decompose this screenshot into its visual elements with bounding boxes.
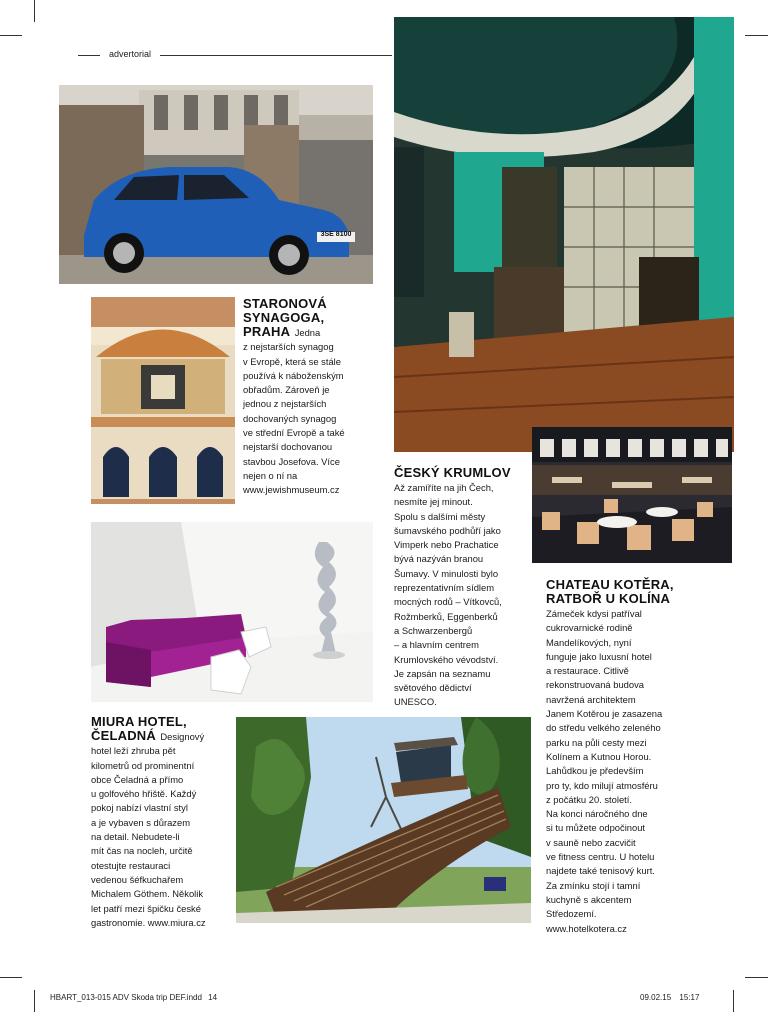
crop-mark	[34, 990, 35, 1012]
article-title: MIURA HOTEL,	[91, 714, 187, 729]
article-text-line: u golfového hřiště. Každý	[91, 788, 197, 800]
article-text-line: hotel leží zhruba pět	[91, 745, 176, 757]
advertorial-label: advertorial	[109, 49, 152, 59]
article-chateau	[546, 578, 706, 936]
article-text-line: ve fitness centru. U hotelu	[546, 851, 655, 863]
article-text-line: pokoj nabízí vlastní styl	[91, 802, 188, 814]
article-text-line: Šumavy. V minulosti bylo	[394, 567, 499, 579]
article-text-line: jednou z nejstarších	[243, 398, 327, 410]
article-text-line: pro ty, kdo milují atmosféru	[546, 779, 658, 791]
article-text-line: Zámeček kdysi patříval	[546, 608, 642, 619]
crop-mark	[733, 990, 734, 1012]
article-text-line: rekonstruovaná budova	[546, 679, 644, 691]
article-text-line: do středu velkého zeleného	[546, 722, 661, 734]
article-title: ČELADNÁ	[91, 728, 156, 743]
article-text-line: na detail. Nebudete-li	[91, 831, 180, 843]
license-plate: 3SE 8100	[320, 231, 352, 238]
article-text-line: Za zmínku stojí i tamní	[546, 879, 641, 891]
article-text-line: šumavského podhůří jako	[394, 524, 501, 536]
article-text-line: Až zamíříte na jih Čech,	[394, 482, 494, 493]
header-rule	[78, 55, 100, 56]
article-text-line: mocných rodů – Vítkovců,	[394, 596, 502, 608]
footer-timestamp	[640, 993, 699, 1002]
footer-date: 09.02.15	[640, 993, 672, 1002]
footer-file	[50, 993, 217, 1002]
car-photo	[59, 85, 373, 284]
article-text-line: bývá nazýván branou	[394, 553, 484, 565]
hotel-room-photo	[91, 522, 373, 702]
crop-mark	[0, 977, 22, 978]
article-synagoga	[243, 297, 388, 498]
article-text-line: mít čas na nocleh, určitě	[91, 845, 193, 857]
article-text-line: si tu můžete odpočinout	[546, 822, 646, 834]
article-text-line: a je vybaven s důrazem	[91, 816, 191, 828]
crop-mark	[745, 977, 768, 978]
article-title: RATBOŘ U KOLÍNA	[546, 591, 671, 606]
crop-mark	[745, 35, 768, 36]
article-text-line: Designový	[160, 731, 205, 742]
theatre-park-photo	[236, 717, 531, 923]
article-text-line: dochovaných synagog	[243, 412, 337, 424]
article-text-line: Středozemí.	[546, 908, 597, 920]
article-text-line: Kolínem a Kutnou Horou.	[546, 750, 652, 762]
article-title: ČESKÝ KRUMLOV	[394, 465, 511, 480]
article-text-line: kuchyně s akcentem	[546, 893, 632, 905]
article-text-line: Je zapsán na seznamu	[394, 667, 491, 679]
article-text-line: v sauně nebo zacvičit	[546, 836, 636, 848]
article-text-line: Vimperk nebo Prachatice	[394, 539, 499, 551]
article-text-line: Jedna	[294, 327, 321, 338]
article-text-line: obce Čeladná a přímo	[91, 773, 184, 785]
article-text-line: Na konci náročného dne	[546, 808, 648, 820]
article-text-line: a restaurace. Citlivě	[546, 665, 629, 677]
article-text-line: kilometrů od prominentní	[91, 759, 195, 771]
article-text-line: UNESCO.	[394, 696, 437, 708]
article-text-line: otestujte restauraci	[91, 859, 171, 871]
article-text-line: funguje jako luxusní hotel	[546, 650, 652, 662]
article-text-line: vedenou šéfkuchařem	[91, 873, 184, 885]
article-text-line: let patří mezi špičku české	[91, 902, 201, 914]
article-link[interactable]: www.jewishmuseum.cz	[243, 484, 340, 496]
article-title: PRAHA	[243, 324, 291, 339]
article-text-line: a Schwarzenbergů	[394, 624, 473, 636]
article-title: STARONOVÁ	[243, 296, 327, 311]
article-text-line: nejen o ní na	[243, 469, 298, 481]
article-text-line: reprezentativním sídlem	[394, 582, 495, 594]
article-text-line: Rožmberků, Eggenberků	[394, 610, 498, 622]
article-text-line: Krumlovského vévodství.	[394, 653, 499, 665]
crop-mark	[34, 0, 35, 22]
article-text-line: ve střední Evropě a také	[243, 427, 345, 439]
footer-filename: HBART_013-015 ADV Skoda trip DEF.indd	[50, 993, 202, 1002]
article-text-line: parku na půli cesty mezi	[546, 736, 647, 748]
article-text-line: najdete také tenisový kurt.	[546, 865, 655, 877]
article-link[interactable]: gastronomie. www.miura.cz	[91, 916, 206, 928]
article-text-line: cukrovarnické rodině	[546, 622, 633, 634]
header-rule	[160, 55, 392, 56]
footer-time: 15:17	[679, 993, 700, 1002]
interior-photo	[394, 17, 734, 452]
article-krumlov	[394, 466, 534, 710]
article-link[interactable]: www.hotelkotera.cz	[546, 922, 627, 934]
article-text-line: z nejstarších synagog	[243, 341, 334, 353]
article-text-line: používá k náboženským	[243, 369, 344, 381]
article-text-line: Mandelíkových, nyní	[546, 636, 632, 648]
crop-mark	[0, 35, 22, 36]
article-text-line: – a hlavním centrem	[394, 639, 479, 651]
article-text-line: v Evropě, která se stále	[243, 355, 341, 367]
restaurant-photo	[532, 427, 732, 563]
article-text-line: Michalem Göthem. Několik	[91, 888, 204, 900]
article-text-line: stavbou Josefova. Více	[243, 455, 340, 467]
article-text-line: obřadům. Zároveň je	[243, 384, 330, 396]
footer-page: 14	[208, 993, 218, 1002]
article-miura	[91, 715, 231, 930]
article-text-line: nesmíte jej minout.	[394, 496, 473, 508]
article-text-line: navržená architektem	[546, 693, 636, 705]
article-text-line: Spolu s dalšími městy	[394, 510, 486, 522]
synagogue-photo	[91, 297, 235, 504]
article-title: CHATEAU KOTĚRA,	[546, 577, 674, 592]
article-text-line: Lahůdkou je především	[546, 765, 644, 777]
article-text-line: světového dědictví	[394, 682, 472, 694]
article-text-line: nejstarší dochovanou	[243, 441, 333, 453]
article-text-line: z počátku 20. století.	[546, 793, 632, 805]
article-title: SYNAGOGA,	[243, 310, 325, 325]
article-text-line: Janem Kotěrou je zasazena	[546, 708, 663, 720]
